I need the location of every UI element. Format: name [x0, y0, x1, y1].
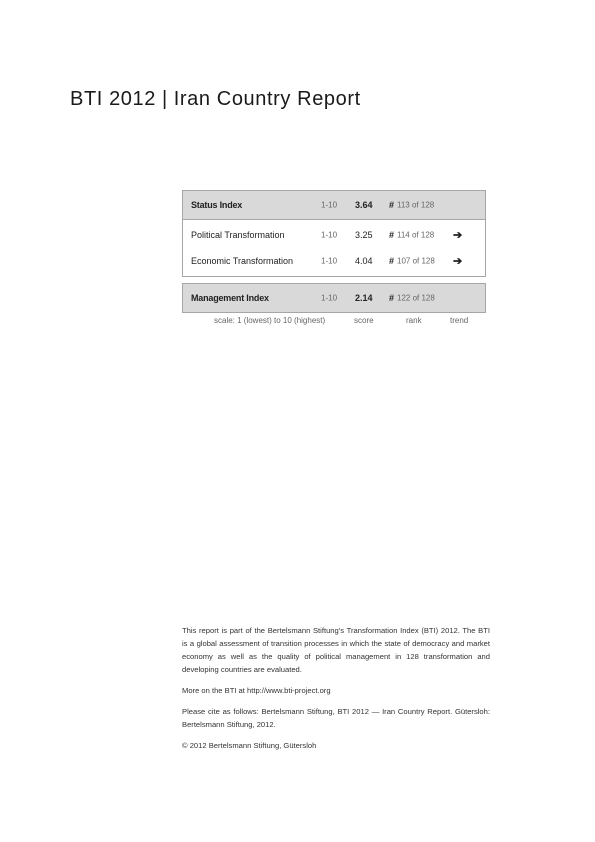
- status-index-scale: 1-10: [321, 200, 338, 210]
- status-index-row: [182, 190, 486, 220]
- political-score: 3.25: [355, 230, 373, 240]
- legend-score: score: [354, 316, 374, 325]
- economic-label: Economic Transformation: [191, 256, 294, 266]
- political-transformation-row: [183, 222, 485, 248]
- economic-scale: 1-10: [321, 256, 338, 266]
- economic-rank: 107 of 128: [397, 256, 435, 266]
- page-title: [70, 88, 361, 111]
- footer-about: This report is part of the Bertelsmann Stiftung’s Transformation Index (BTI) 2012. The BTI is a global assessment of transition processes in which the state of democracy and market economy as well as the quality of political management in 128 transformation and developing countries are evaluated.: [182, 626, 490, 674]
- political-rank-hash: #: [389, 230, 395, 240]
- political-scale: 1-10: [321, 230, 338, 240]
- management-index-rank-hash: #: [389, 293, 395, 303]
- status-index-score: 3.64: [355, 200, 373, 210]
- footer-citation: Please cite as follows: Bertelsmann Stiftung, BTI 2012 — Iran Country Report. Gütersloh: Bertelsmann Stiftung, 2012.: [182, 707, 490, 729]
- political-trend-arrow-icon: ➔: [453, 229, 463, 242]
- economic-score: 4.04: [355, 256, 373, 266]
- report-footer: [182, 624, 490, 760]
- title-separator: |: [161, 88, 168, 110]
- economic-transformation-row: [183, 248, 485, 274]
- legend-scale: scale: 1 (lowest) to 10 (highest): [214, 316, 326, 325]
- status-index-rank: 113 of 128: [397, 200, 435, 210]
- status-index-rank-hash: #: [389, 200, 395, 210]
- economic-trend-arrow-icon: ➔: [453, 255, 463, 268]
- transformation-block: [182, 220, 486, 277]
- management-index-rank: 122 of 128: [397, 293, 435, 303]
- legend-rank: rank: [406, 316, 422, 325]
- footer-more-link: More on the BTI at http://www.bti-project.org: [182, 686, 331, 695]
- title-series: BTI 2012: [70, 88, 156, 110]
- legend-trend: trend: [450, 316, 469, 325]
- status-index-label: Status Index: [191, 200, 243, 210]
- footer-copyright: © 2012 Bertelsmann Stiftung, Gütersloh: [182, 741, 317, 750]
- political-label: Political Transformation: [191, 230, 285, 240]
- economic-rank-hash: #: [389, 256, 395, 266]
- management-index-label: Management Index: [191, 293, 269, 303]
- title-report: Iran Country Report: [173, 88, 361, 110]
- index-table: [182, 190, 486, 313]
- management-index-score: 2.14: [355, 293, 373, 303]
- management-index-row: [182, 283, 486, 313]
- management-index-scale: 1-10: [321, 293, 338, 303]
- political-rank: 114 of 128: [397, 230, 435, 240]
